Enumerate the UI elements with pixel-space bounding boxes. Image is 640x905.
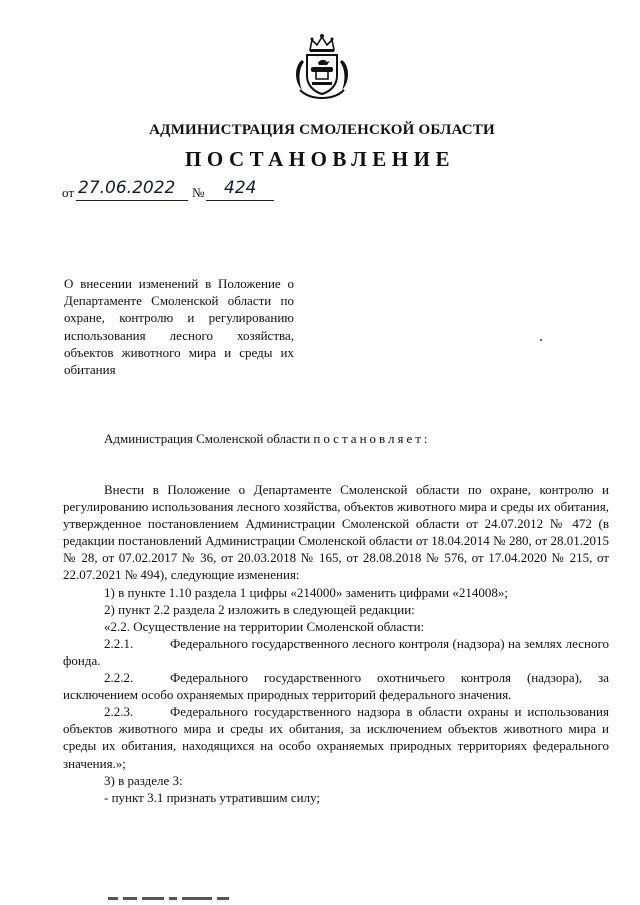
body-paragraph-4: «2.2. Осуществление на территории Смоленской области:	[104, 618, 425, 634]
body-paragraph-6	[63, 669, 609, 703]
date-value: 27.06.2022	[78, 178, 176, 198]
clause-text: Федерального государственного охотничьего контроля (надзора), за исключением особо охраняемых природных территорий федерального значения.	[63, 670, 609, 703]
number-value: 424	[224, 178, 257, 198]
clause-number: 2.2.3.	[104, 704, 134, 720]
document-type-title: ПОСТАНОВЛЕНИЕ	[185, 147, 455, 171]
body-paragraph-7	[63, 703, 609, 771]
body-paragraph-8: 3) в разделе 3:	[104, 772, 183, 788]
enacting-clause	[104, 431, 431, 447]
speck	[540, 339, 542, 341]
body-paragraph-1: Внести в Положение о Департаменте Смоленской области по охране, контролю и регулированию использования лесного хозяйства, объектов животного мира и среды их обитания, утвержденное постановлением Администрации Смоленской области от 24.07.2012 № 472 (в редакции постановлений Администрации Смоленской области от 18.04.2014 № 280, от 28.01.2015 № 28, от 07.02.2017 № 36, от 20.03.2018 № 165, от 28.08.2018 № 576, от 17.04.2020 № 215, от 22.07.2021 № 494), следующие изменения:	[63, 482, 609, 583]
clause-number: 2.2.1.	[104, 635, 134, 651]
date-underline	[76, 200, 188, 201]
body-paragraph-9: - пункт 3.1 признать утратившим силу;	[104, 789, 321, 805]
clause-text: Федерального государственного лесного контроля (надзора) на землях лесного фонда.	[63, 635, 609, 668]
date-label: от	[62, 185, 75, 200]
body-paragraph-2: 1) в пункте 1.10 раздела 1 цифры «214000» заменить цифрами «214008»;	[104, 584, 508, 600]
clause-text: Федерального государственного надзора в области охраны и использования объектов животного мира и среды их обитания, за исключением объектов животного мира и среды их обитания, находящихся на особо охраняемых природных территориях федерального значения.»;	[63, 704, 609, 771]
body-paragraph-5	[63, 635, 609, 669]
cut-off-next-line	[108, 897, 268, 903]
document-body	[63, 481, 609, 806]
enacting-clause-verb: постановляет:	[313, 431, 431, 446]
body-paragraph-3: 2) пункт 2.2 раздела 2 изложить в следующей редакции:	[104, 601, 415, 617]
enacting-clause-lead: Администрация Смоленской области	[104, 431, 311, 446]
organization-title: АДМИНИСТРАЦИЯ СМОЛЕНСКОЙ ОБЛАСТИ	[149, 122, 495, 138]
number-underline	[206, 200, 274, 201]
coat-of-arms-icon	[292, 32, 352, 100]
document-subject: О внесении изменений в Положение о Департаменте Смоленской области по охране, контролю и регулированию использования лесного хозяйства, объектов животного мира и среды их обитания	[64, 276, 294, 378]
number-label: №	[192, 185, 205, 200]
clause-number: 2.2.2.	[104, 670, 134, 686]
